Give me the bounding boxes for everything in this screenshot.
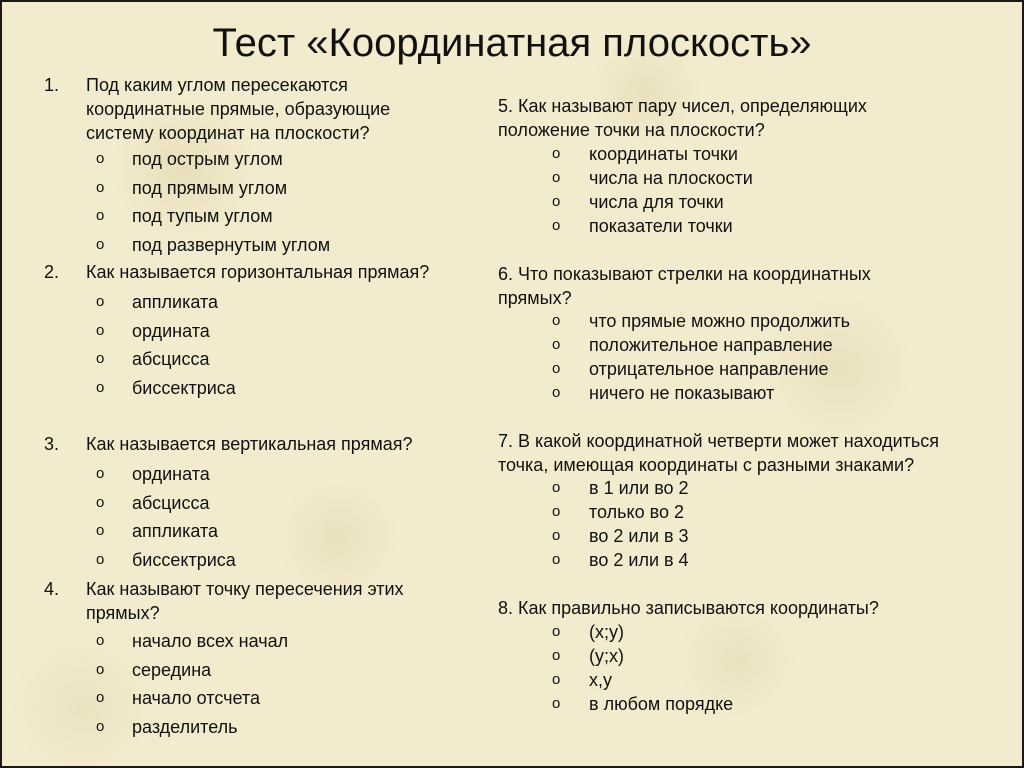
slide-title: Тест «Координатная плоскость» <box>212 21 812 65</box>
option-label: под тупым углом <box>132 206 273 226</box>
option-label: только во 2 <box>589 502 685 522</box>
option-label: координаты точки <box>589 144 738 164</box>
bullet-icon: o <box>552 551 561 568</box>
answer-option[interactable] <box>0 357 1000 381</box>
option-label: под развернутым углом <box>132 235 331 255</box>
bullet-icon: o <box>96 465 105 482</box>
option-label: разделитель <box>132 717 238 737</box>
question-number: 3. <box>44 434 60 454</box>
bullet-icon: o <box>552 217 561 234</box>
bullet-icon: o <box>552 336 561 353</box>
answer-option[interactable] <box>0 166 1000 190</box>
answer-option[interactable] <box>0 668 1000 692</box>
answer-option[interactable] <box>0 214 1000 238</box>
option-label: начало отсчета <box>132 688 260 708</box>
question-text: 6. Что показывают стрелки на координатных прямых? <box>498 264 871 308</box>
bullet-icon: o <box>552 479 561 496</box>
question-text: 7. В какой координатной четверти может находиться точка, имеющая координаты с разными знаками? <box>498 431 939 475</box>
bullet-icon: o <box>96 322 105 339</box>
question-text: Как называется вертикальная прямая? <box>86 434 413 454</box>
answer-option[interactable] <box>0 476 1000 500</box>
option-label: отрицательное направление <box>589 359 829 379</box>
bullet-icon: o <box>552 671 561 688</box>
question-text: 5. Как называют пару чисел, определяющих положение точки на плоскости? <box>498 96 867 140</box>
bullet-icon: o <box>96 293 105 310</box>
option-label: абсцисса <box>132 493 210 513</box>
bullet-icon: o <box>552 312 561 329</box>
bullet-icon: o <box>552 145 561 162</box>
question-text: 8. Как правильно записываются координаты? <box>498 598 879 618</box>
option-label: в 1 или во 2 <box>589 478 689 498</box>
option-label: числа на плоскости <box>589 168 753 188</box>
bullet-icon: o <box>552 169 561 186</box>
bullet-icon: o <box>552 360 561 377</box>
bullet-icon: o <box>96 207 105 224</box>
bullet-icon: o <box>552 527 561 544</box>
option-label: аппликата <box>132 292 219 312</box>
option-label: положительное направление <box>589 335 833 355</box>
question-number: 2. <box>44 262 60 282</box>
option-label: во 2 или в 3 <box>589 526 689 546</box>
option-label: биссектриса <box>132 550 236 570</box>
option-label: что прямые можно продолжить <box>589 311 850 331</box>
answer-option[interactable] <box>0 644 1000 668</box>
answer-option[interactable] <box>0 309 1000 333</box>
answer-option[interactable] <box>0 524 1000 548</box>
option-label: (y;x) <box>589 646 624 666</box>
question-7 <box>498 429 1018 477</box>
question-text: Как называют точку пересечения этих прямых? <box>86 579 404 623</box>
question-2 <box>44 260 484 284</box>
answer-option[interactable] <box>0 500 1000 524</box>
option-label: ордината <box>132 464 210 484</box>
answer-option[interactable] <box>0 620 1000 644</box>
option-label: середина <box>132 660 212 680</box>
question-number: 4. <box>44 579 60 599</box>
question-text: Как называется горизонтальная прямая? <box>86 262 430 282</box>
option-label: во 2 или в 4 <box>589 550 689 570</box>
question-1 <box>44 73 484 145</box>
question-3 <box>44 432 484 456</box>
bullet-icon: o <box>552 193 561 210</box>
bullet-icon: o <box>552 503 561 520</box>
question-4 <box>44 577 484 625</box>
bullet-icon: o <box>96 689 105 706</box>
bullet-icon: o <box>552 695 561 712</box>
option-label: аппликата <box>132 521 219 541</box>
answer-option[interactable] <box>0 333 1000 357</box>
question-text: Под каким углом пересекаются координатные прямые, образующие систему координат на плоскости? <box>86 75 391 143</box>
answer-option[interactable] <box>0 142 1000 166</box>
answer-option[interactable] <box>0 381 1000 405</box>
option-label: биссектриса <box>132 378 236 398</box>
bullet-icon: o <box>96 494 105 511</box>
option-label: начало всех начал <box>132 631 289 651</box>
bullet-icon: o <box>96 551 105 568</box>
option-label: x,y <box>589 670 613 690</box>
answer-option[interactable] <box>0 190 1000 214</box>
question-8 <box>498 596 1008 620</box>
question-6 <box>498 262 1008 310</box>
option-label: под прямым углом <box>132 178 288 198</box>
question-number: 1. <box>44 75 60 95</box>
bullet-icon: o <box>96 718 105 735</box>
bullet-icon: o <box>552 384 561 401</box>
bullet-icon: o <box>96 350 105 367</box>
option-label: под острым углом <box>132 149 283 169</box>
bullet-icon: o <box>96 236 105 253</box>
bullet-icon: o <box>96 632 105 649</box>
answer-option[interactable] <box>0 692 1000 716</box>
option-label: показатели точки <box>589 216 733 236</box>
answer-option[interactable] <box>0 713 500 741</box>
bullet-icon: o <box>96 522 105 539</box>
answer-option[interactable] <box>0 548 1000 572</box>
option-label: в любом порядке <box>589 694 734 714</box>
option-label: ничего не показывают <box>589 383 775 403</box>
bullet-icon: o <box>552 647 561 664</box>
bullet-icon: o <box>96 150 105 167</box>
bullet-icon: o <box>96 179 105 196</box>
option-label: (x;y) <box>589 622 624 642</box>
bullet-icon: o <box>96 379 105 396</box>
option-label: ордината <box>132 321 210 341</box>
option-label: числа для точки <box>589 192 724 212</box>
bullet-icon: o <box>96 661 105 678</box>
bullet-icon: o <box>552 623 561 640</box>
option-label: абсцисса <box>132 349 210 369</box>
question-5 <box>498 94 1008 142</box>
